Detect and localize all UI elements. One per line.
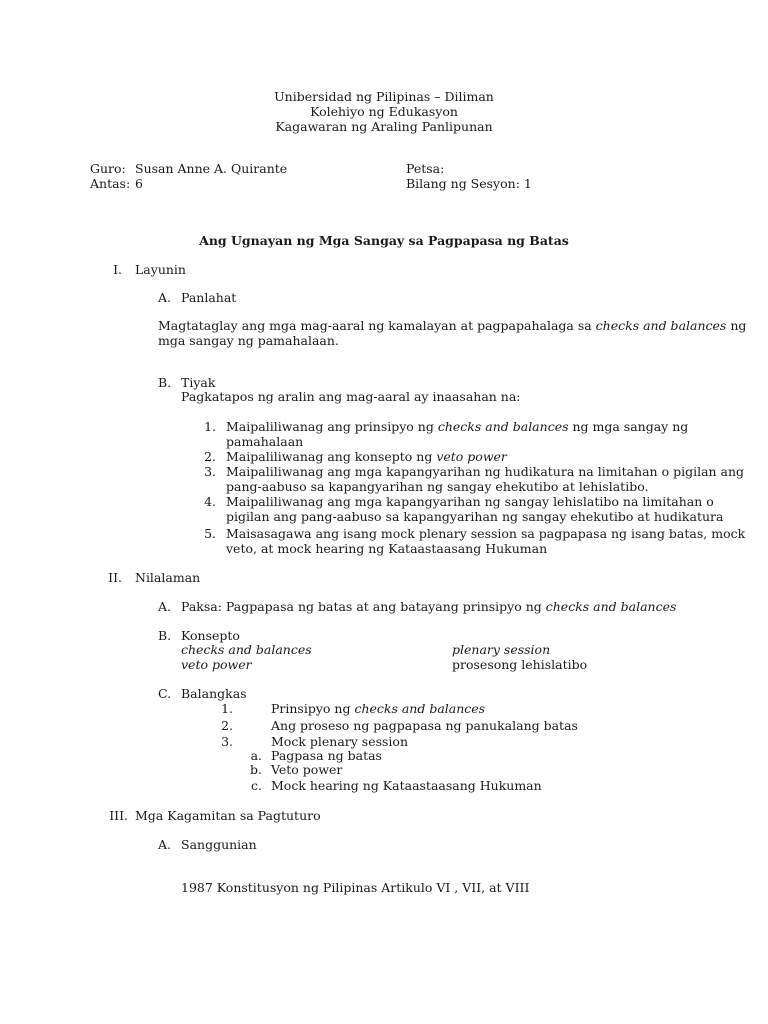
concept-veto-power: veto power [181, 657, 252, 672]
s2-b-heading: Konsepto [181, 628, 240, 643]
objective-2-line [226, 449, 507, 464]
outline-a-text: Pagpasa ng batas [271, 748, 382, 763]
s1-a-letter: A. [158, 290, 172, 305]
objective-5-line-2: veto, at mock hearing ng Kataastaasang Hukuman [226, 541, 548, 556]
objective-3-line-1: Maipaliliwanag ang mga kapangyarihan ng hudikatura na limitahan o pigilan ang [226, 464, 745, 479]
s1-b-letter: B. [158, 375, 172, 390]
section-1-number: I. [113, 262, 122, 277]
objective-1-line-1 [226, 419, 688, 434]
reference-line: 1987 Konstitusyon ng Pilipinas Artikulo VI , VII, at VIII [181, 880, 530, 895]
outline-3-number: 3. [221, 734, 233, 749]
outline-3-text: Mock plenary session [271, 734, 408, 749]
sesyon-value: 1 [523, 176, 532, 191]
guro-value: Susan Anne A. Quirante [135, 161, 288, 176]
objective-4-line-2: pigilan ang pang-aabuso sa kapangyarihan ng sangay ehekutibo at hudikatura [226, 509, 724, 524]
section-2-number: II. [108, 570, 122, 585]
objective-5-number: 5. [204, 526, 216, 541]
italic-term: checks and balances [545, 599, 677, 614]
paksa-line [181, 599, 676, 614]
panlahat-paragraph-line-2: mga sangay ng pamahalaan. [158, 333, 339, 348]
tiyak-intro: Pagkatapos ng aralin ang mag-aaral ay inaasahan na: [181, 389, 521, 404]
text: Maipaliliwanag ang prinsipyo ng [226, 419, 438, 434]
s2-a-letter: A. [158, 599, 172, 614]
section-3-number: III. [109, 808, 128, 823]
objective-5-line-1: Maisasagawa ang isang mock plenary session sa pagpapasa ng isang batas, mock [226, 526, 746, 541]
outline-2-number: 2. [221, 718, 233, 733]
text: ng mga sangay ng [568, 419, 689, 434]
text: Prinsipyo ng [271, 701, 355, 716]
objective-1-line-2: pamahalaan [226, 434, 304, 449]
s2-c-letter: C. [158, 686, 172, 701]
text: Paksa: Pagpapasa ng batas at ang batayang prinsipyo ng [181, 599, 546, 614]
college-name: Kolehiyo ng Edukasyon [310, 104, 458, 119]
petsa-label: Petsa: [406, 161, 445, 176]
concept-checks-and-balances: checks and balances [181, 642, 312, 657]
university-name: Unibersidad ng Pilipinas – Diliman [274, 89, 494, 104]
s2-b-letter: B. [158, 628, 172, 643]
objective-3-number: 3. [204, 464, 216, 479]
sesyon-row [406, 176, 532, 191]
guro-label: Guro: [90, 161, 126, 176]
section-1-heading: Layunin [135, 262, 186, 277]
s1-a-heading: Panlahat [181, 290, 237, 305]
text: ng [726, 318, 747, 333]
objective-2-number: 2. [204, 449, 216, 464]
s1-b-heading: Tiyak [181, 375, 216, 390]
panlahat-paragraph-line-1 [158, 318, 746, 333]
outline-b-letter: b. [250, 762, 262, 777]
antas-value: 6 [135, 176, 143, 191]
objective-3-line-2: pang-aabuso sa kapangyarihan ng sangay ehekutibo at lehislatibo. [226, 479, 649, 494]
outline-2-text: Ang proseso ng pagpapasa ng panukalang batas [271, 718, 578, 733]
concept-plenary-session: plenary session [452, 642, 551, 657]
outline-c-letter: c. [251, 778, 262, 793]
italic-term: checks and balances [437, 419, 569, 434]
objective-4-line-1: Maipaliliwanag ang mga kapangyarihan ng sangay lehislatibo na limitahan o [226, 494, 714, 509]
section-2-heading: Nilalaman [135, 570, 201, 585]
antas-label: Antas: [90, 176, 131, 191]
department-name: Kagawaran ng Araling Panlipunan [275, 119, 493, 134]
text: Magtataglay ang mga mag-aaral ng kamalayan at pagpapahalaga sa [158, 318, 596, 333]
italic-term: checks and balances [354, 701, 486, 716]
objective-4-number: 4. [204, 494, 216, 509]
italic-term: veto power [436, 449, 507, 464]
s2-c-heading: Balangkas [181, 686, 247, 701]
page-title: Ang Ugnayan ng Mga Sangay sa Pagpapasa ng Batas [199, 233, 569, 248]
objective-1-number: 1. [204, 419, 216, 434]
s3-a-letter: A. [158, 837, 172, 852]
outline-1-text [271, 701, 485, 716]
text: Maipaliliwanag ang konsepto ng [226, 449, 437, 464]
sesyon-label: Bilang ng Sesyon: [406, 176, 520, 191]
section-3-heading: Mga Kagamitan sa Pagtuturo [135, 808, 321, 823]
s3-a-heading: Sanggunian [181, 837, 257, 852]
concept-prosesong-lehislatibo: prosesong lehislatibo [452, 657, 588, 672]
outline-1-number: 1. [221, 701, 233, 716]
outline-b-text: Veto power [271, 762, 343, 777]
outline-c-text: Mock hearing ng Kataastaasang Hukuman [271, 778, 542, 793]
italic-term: checks and balances [595, 318, 727, 333]
outline-a-letter: a. [250, 748, 262, 763]
